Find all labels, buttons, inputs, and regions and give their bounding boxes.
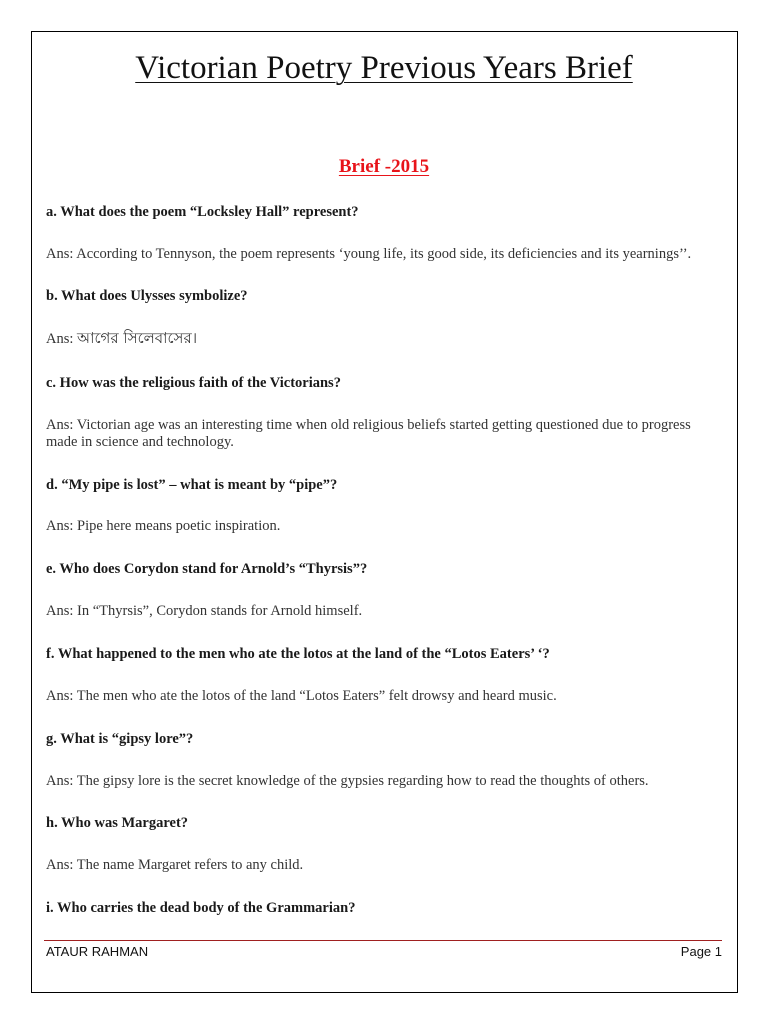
question-h: h. Who was Margaret?: [46, 815, 189, 831]
question-e: e. Who does Corydon stand for Arnold’s “Thyrsis”?: [46, 561, 368, 577]
question-d: d. “My pipe is lost” – what is meant by “pipe”?: [46, 477, 338, 493]
question-c: c. How was the religious faith of the Victorians?: [46, 375, 341, 391]
footer-page-number: Page 1: [680, 944, 722, 959]
answer-a: Ans: According to Tennyson, the poem represents ‘young life, its good side, its deficiencies and its yearnings’’.: [46, 246, 692, 262]
answer-d: Ans: Pipe here means poetic inspiration.: [46, 518, 281, 534]
document-title: Victorian Poetry Previous Years Brief: [135, 50, 633, 86]
answer-e: Ans: In “Thyrsis”, Corydon stands for Arnold himself.: [46, 603, 363, 619]
footer-divider: [44, 940, 722, 941]
question-g: g. What is “gipsy lore”?: [46, 731, 194, 747]
section-heading: Brief -2015: [338, 156, 430, 177]
answer-b-bengali-text: আগের সিলেবাসের।: [77, 329, 198, 347]
question-f: f. What happened to the men who ate the lotos at the land of the “Lotos Eaters’ ‘?: [46, 646, 550, 662]
footer-author: ATAUR RAHMAN: [46, 944, 149, 959]
answer-h: Ans: The name Margaret refers to any child.: [46, 857, 304, 873]
answer-g: Ans: The gipsy lore is the secret knowledge of the gypsies regarding how to read the thoughts of others.: [46, 773, 649, 789]
question-a: a. What does the poem “Locksley Hall” represent?: [46, 204, 359, 220]
question-b: b. What does Ulysses symbolize?: [46, 288, 248, 304]
question-i: i. Who carries the dead body of the Grammarian?: [46, 900, 356, 916]
answer-b-prefix: Ans:: [46, 331, 78, 347]
answer-c: Ans: Victorian age was an interesting time when old religious beliefs started getting questioned due to progress made in science and technology.: [46, 417, 691, 450]
answer-b: [46, 330, 706, 348]
answer-f: Ans: The men who ate the lotos of the land “Lotos Eaters” felt drowsy and heard music.: [46, 688, 557, 704]
